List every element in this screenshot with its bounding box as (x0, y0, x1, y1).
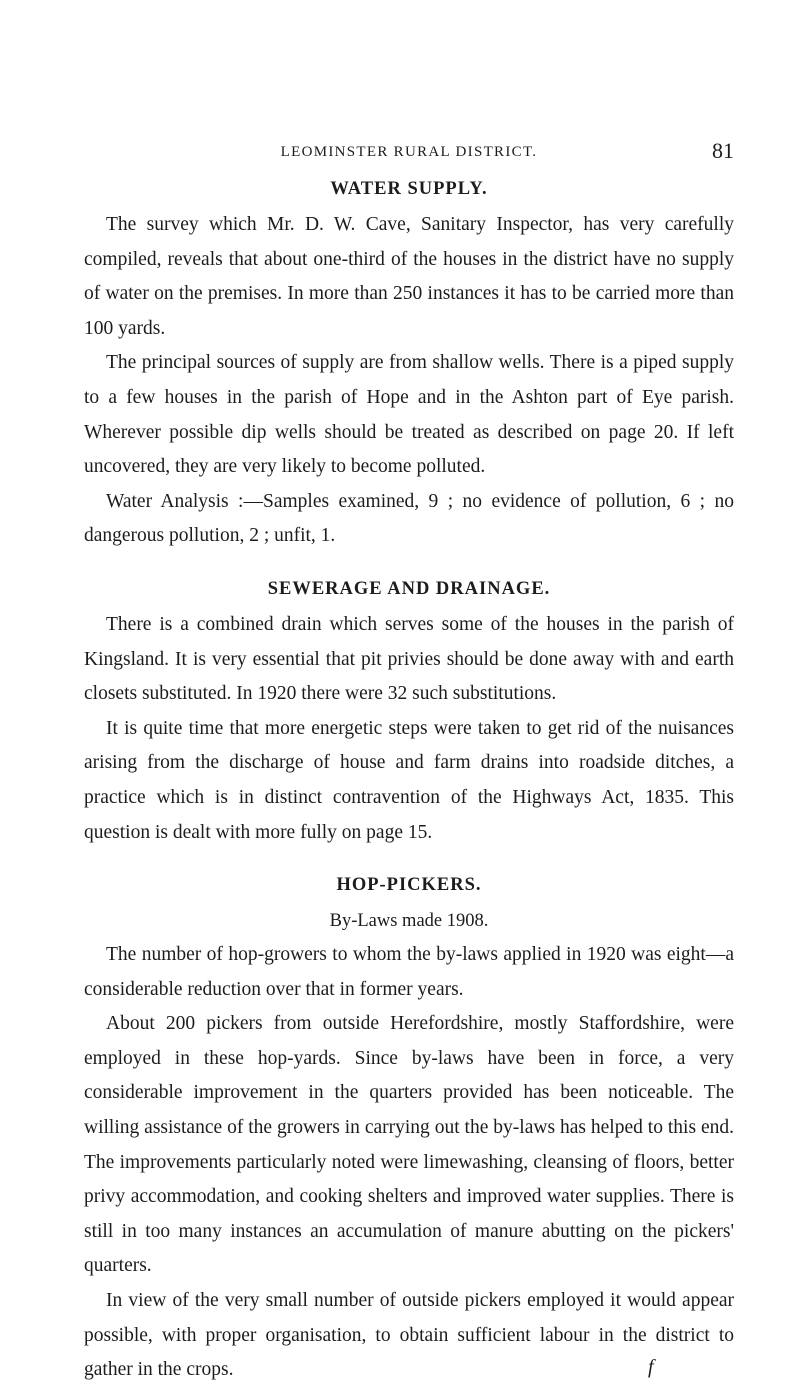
page-number: 81 (712, 138, 734, 163)
running-head-title: LEOMINSTER RURAL DISTRICT. (280, 144, 538, 160)
paragraph: There is a combined drain which serves some of the houses in the parish of Kingsland. It is very essential that pit privies should be done away with and earth closets substituted. In 1920 there were 32 such substitutions. (84, 613, 734, 705)
section-subheading: By-Laws made 1908. (329, 911, 489, 932)
section-sewerage-drainage (84, 572, 734, 850)
section-gap (84, 850, 734, 864)
paragraph: The number of hop-growers to whom the by-laws applied in 1920 was eight—a considerable reduction over that in former years. (84, 944, 734, 1000)
paragraph: It is quite time that more energetic steps were taken to get rid of the nuisances arising from the discharge of house and farm drains into roadside ditches, a practice which is in distinct contravention of the Highways Act, 1835. This question is dealt with more fully on page 15. (84, 717, 734, 843)
section-gap (84, 554, 734, 568)
running-head (84, 138, 734, 168)
paragraph: About 200 pickers from outside Herefordshire, mostly Staffordshire, were employed in these hop-yards. Since by-laws have been in force, a very considerable improvement in the quarters provided has been noticeable. The willing assistance of the growers in carrying out the by-laws has helped to this end. The improvements particularly noted were limewashing, cleansing of floors, better privy accommodation, and cooking shelters and improved water supplies. There is still in too many instances an accumulation of manure abutting on the pickers' quarters. (84, 1013, 734, 1277)
document-page (84, 138, 734, 1388)
section-water-supply (84, 172, 734, 554)
section-heading: HOP-PICKERS. (336, 875, 482, 896)
section-hop-pickers (84, 868, 734, 1388)
paragraph: The principal sources of supply are from shallow wells. There is a piped supply to a few houses in the parish of Hope and in the Ashton part of Eye parish. Wherever possible dip wells should be treated as described on page 20. If left uncovered, they are very likely to become polluted. (84, 352, 734, 478)
paragraph: The survey which Mr. D. W. Cave, Sanitary Inspector, has very carefully compiled, reveals that about one-third of the houses in the district have no supply of water on the premises. In more than 250 instances it has to be carried more than 100 yards. (84, 214, 734, 339)
paragraph: Water Analysis :—Samples examined, 9 ; no evidence of pollution, 6 ; no dangerous pollution, 2 ; unfit, 1. (84, 490, 734, 547)
section-heading: WATER SUPPLY. (330, 179, 488, 199)
signature-mark: f (648, 1356, 654, 1378)
section-heading: SEWERAGE AND DRAINAGE. (267, 578, 551, 599)
paragraph: In view of the very small number of outside pickers employed it would appear possible, with proper organisation, to obtain sufficient labour in the district to gather in the crops. (84, 1290, 734, 1381)
